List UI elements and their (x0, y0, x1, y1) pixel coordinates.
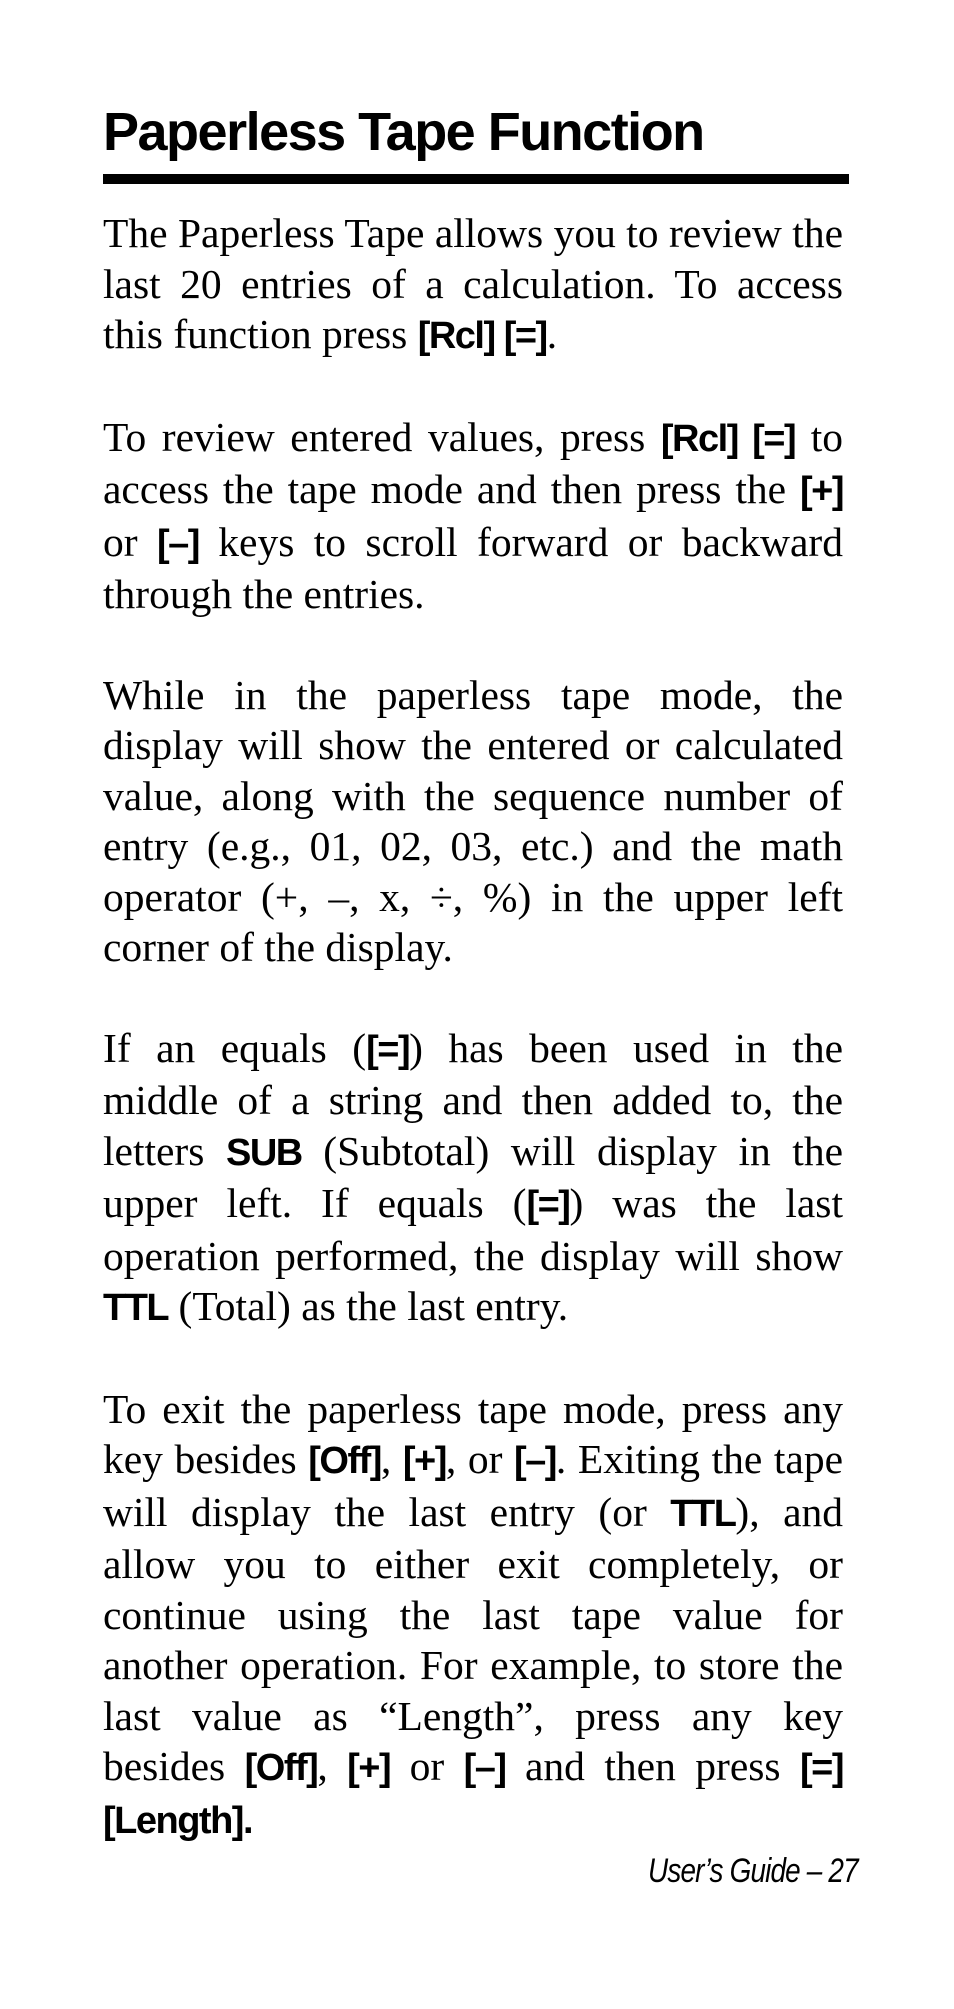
text: , (317, 1743, 348, 1789)
key-off: [Off] (308, 1440, 381, 1482)
key-equals-length: [=] [Length]. (103, 1747, 844, 1842)
paragraph-display (103, 670, 843, 973)
text: To exit the paperless tape mode, press any key besides (103, 1385, 843, 1482)
text: (Total) as the last entry. (168, 1283, 569, 1329)
page-title: Paperless Tape Function (103, 102, 704, 162)
text: If an equals ( (103, 1024, 367, 1071)
key-rcl-equals: [Rcl] [=] (417, 315, 547, 357)
text: To review entered values, press (103, 413, 661, 460)
text: ) was the last operation performed, the display will show (103, 1180, 843, 1279)
text: to access the tape mode and then press the (103, 413, 844, 512)
display-sub: SUB (225, 1131, 302, 1174)
text: ) has been used in the middle of a string and then added to, the letters (103, 1024, 844, 1174)
text: (Subtotal) will display in the upper left. If equals ( (103, 1127, 843, 1226)
key-rcl-equals: [Rcl] [=] (660, 417, 796, 460)
paragraph-intro (103, 208, 843, 362)
display-ttl: TTL (103, 1287, 169, 1329)
key-minus: [–] (156, 522, 199, 565)
text: The Paperless Tape allows you to review the last 20 entries of a calculation. To access this function press (103, 210, 843, 357)
title-rule (103, 174, 849, 184)
text: or (390, 1743, 464, 1789)
text: . (546, 311, 558, 357)
page-content (103, 100, 843, 1846)
text: While in the paperless tape mode, the display will show the entered or calculated value, along with the sequence number of entry (e.g., 01, 02, 03, etc.) and the math operator (+, –, x, ÷, %) in the upper left corner of the display. (103, 671, 843, 970)
text: or (103, 518, 157, 565)
text: and then press (505, 1743, 801, 1789)
display-ttl: TTL (670, 1492, 736, 1535)
key-plus: [+] (402, 1440, 446, 1482)
key-off: [Off] (244, 1747, 318, 1789)
key-equals: [=] (526, 1184, 570, 1226)
key-plus: [+] (800, 470, 843, 512)
key-plus: [+] (347, 1747, 391, 1789)
page-footer: User’s Guide – 27 (648, 1852, 858, 1890)
text: ), and allow you to either exit completely, or continue using the last tape value for another operation. For example, to store the last value as “Length”, press any key besides (103, 1488, 843, 1789)
text: keys to scroll forward or backward through the entries. (103, 518, 843, 617)
paragraph-review (103, 412, 843, 620)
text: , (380, 1436, 403, 1482)
paragraph-exit (103, 1384, 843, 1847)
key-equals: [=] (366, 1028, 410, 1071)
text: , or (445, 1436, 514, 1482)
text: . Exiting the tape will display the last entry (or (103, 1436, 844, 1535)
key-minus: [–] (463, 1747, 506, 1789)
key-minus: [–] (513, 1440, 556, 1482)
paragraph-subtotal (103, 1023, 843, 1334)
